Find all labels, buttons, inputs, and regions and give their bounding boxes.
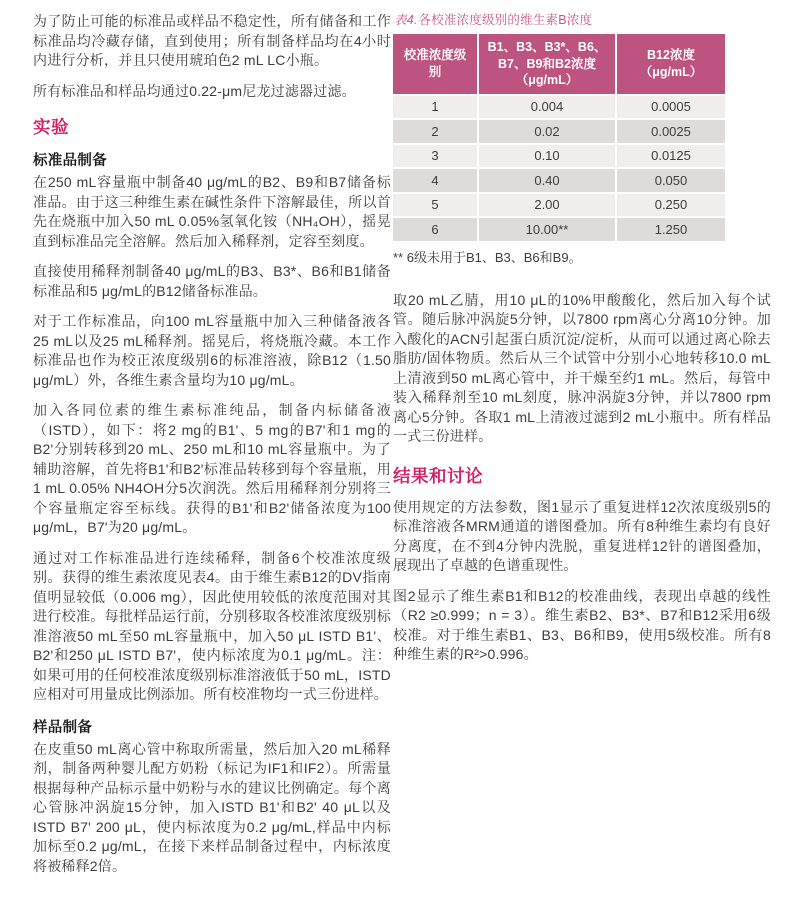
table-row [393, 120, 725, 143]
cell-level: 5 [393, 194, 477, 217]
table-caption-number: 表4. [394, 13, 418, 27]
cell-bvit-conc: 2.00 [479, 194, 615, 217]
paragraph-sample-preparation: 在皮重50 mL离心管中称取所需量，然后加入20 mL稀释剂，制备两种婴儿配方奶粉（标记为IF1和IF2）。所需量根据每种产品标示量中奶粉与水的建议比例确定。每个离心管脉冲涡旋15分钟，加入ISTD B1'和B2' 40 μL以及ISTD B7' 200 μL，使内标浓度为0.2 μg/mL,样品中内标加标至0.2 μg/mL，在接下来样品制备过程中，内标浓度将被稀释2倍。 [33, 740, 391, 874]
table-header-row [393, 34, 725, 94]
right-column [393, 4, 771, 676]
table-header-bvitamins-conc: B1、B3、B3*、B6、B7、B9和B2浓度（μg/mL） [479, 34, 615, 94]
table-row [393, 218, 725, 241]
cell-bvit-conc: 0.02 [479, 120, 615, 143]
cell-b12-conc: 0.0125 [617, 145, 725, 168]
table-row [393, 96, 725, 119]
calibration-table [391, 32, 727, 243]
cell-level: 3 [393, 145, 477, 168]
table-caption [394, 10, 771, 28]
paragraph-stock-standards: 在250 mL容量瓶中制备40 μg/mL的B2、B9和B7储备标准品。由于这三种维生素在碱性条件下溶解最佳，所以首先在烧瓶中加入50 mL 0.05%氢氧化铵（NH₄OH），摇晃直到标准品完全溶解。然后加入稀释剂，定容至刻度。 [33, 174, 391, 249]
table-row [393, 145, 725, 168]
cell-level: 4 [393, 169, 477, 192]
cell-bvit-conc: 0.40 [479, 169, 615, 192]
cell-bvit-conc: 0.10 [479, 145, 615, 168]
cell-level: 1 [393, 96, 477, 119]
cell-level: 2 [393, 120, 477, 143]
paragraph-mrm-overlay: 使用规定的方法参数，图1显示了重复进样12次浓度级别5的标准溶液各MRM通道的谱图叠加。所有8种维生素均有良好分离度，在不到4分钟内洗脱，重复进样12针的谱图叠加，展现出了卓越的色谱重现性。 [393, 498, 771, 574]
section-heading-experiment: 实验 [33, 117, 69, 137]
paragraph-filtration: 所有标准品和样品均通过0.22-μm尼龙过滤器过滤。 [33, 82, 356, 99]
cell-b12-conc: 0.0005 [617, 96, 725, 119]
section-heading-results: 结果和讨论 [393, 465, 483, 486]
left-column [33, 12, 391, 887]
subheading-standard-preparation: 标准品制备 [33, 153, 107, 169]
cell-b12-conc: 0.250 [617, 194, 725, 217]
cell-bvit-conc: 0.004 [479, 96, 615, 119]
table-row [393, 169, 725, 192]
table-header-level: 校准浓度级别 [393, 34, 477, 94]
table-header-b12-conc: B12浓度（μg/mL） [617, 34, 725, 94]
paragraph-working-standards: 对于工作标准品，向100 mL容量瓶中加入三种储备液各25 mL以及25 mL稀释剂。摇晃后，将烧瓶冷藏。本工作标准品也作为校正浓度级别6的标准溶液，除B12（1.50 μg/mL）外，各维生素含量均为10 μg/mL。 [33, 313, 391, 388]
table-footnote: ** 6级未用于B1、B3、B6和B9。 [393, 249, 582, 265]
paragraph-diluent-standards: 直接使用稀释剂制备40 μg/mL的B3、B3*、B6和B1储备标准品和5 μg/mL的B12储备标准品。 [33, 263, 391, 299]
cell-b12-conc: 1.250 [617, 218, 725, 241]
paragraph-istd-preparation: 加入各同位素的维生素标准纯品，制备内标储备液（ISTD），如下：将2 mg的B1'、5 mg的B7'和1 mg的B2'分别转移到20 mL、250 mL和10 mL容量瓶中。为了辅助溶解，首先将B1'和B2'标准品转移到每个容量瓶，用1 mL 0.05% NH4OH分5次润洗。然后用稀释剂分别将三个容量瓶定容至标线。获得的B1'和B2'储备浓度为100 μg/mL，B7'为20 μg/mL。 [33, 402, 391, 535]
paragraph-calibration-levels: 通过对工作标准品进行连续稀释，制备6个校准浓度级别。获得的维生素浓度见表4。由于维生素B12的DV指南值明显较低（0.006 mg），因此使用较低的浓度范围对其进行校准。每批样品运行前，分别移取各校准浓度级别标准溶液50 mL至50 mL容量瓶中，加入50 μL ISTD B1'、B2'和250 μL ISTD B7'，使内标浓度为0.1 μg/mL。注：如果可用的任何校准浓度级别标准溶液低于50 mL，ISTD应相对可用量成比例添加。所有校准物均一式三份进样。 [33, 549, 391, 702]
subheading-sample-preparation: 样品制备 [33, 719, 93, 736]
paragraph-acn-extraction: 取20 mL乙腈，用10 μL的10%甲酸酸化，然后加入每个试管。随后脉冲涡旋5分钟，以7800 rpm离心分离10分钟。加入酸化的ACN引起蛋白质沉淀/淀析，从而可以通过离心除去脂肪/固体物质。然后从三个试管中分别小心地转移10.0 mL上清液到50 mL离心管中，并干燥至约1 mL。然后，每管中装入稀释剂至10 mL刻度，脉冲涡旋3分钟，并以7800 rpm离心5分钟。各取1 mL上清液过滤到2 mL小瓶中。所有样品一式三份进样。 [393, 291, 771, 445]
cell-b12-conc: 0.050 [617, 169, 725, 192]
cell-b12-conc: 0.0025 [617, 120, 725, 143]
paragraph-stability: 为了防止可能的标准品或样品不稳定性，所有储备和工作标准品均冷藏存储，直到使用；所有制备样品均在4小时内进行分析，并且只使用琥珀色2 mL LC小瓶。 [33, 13, 391, 68]
table-row [393, 194, 725, 217]
paragraph-calibration-curves: 图2显示了维生素B1和B12的校准曲线，表现出卓越的线性（R2 ≥0.999；n = 3）。维生素B2、B3*、B7和B12采用6级校准。对于维生素B1、B3、B6和B9，使用5级校准。所有8种维生素的R²>0.996。 [393, 587, 771, 663]
cell-level: 6 [393, 218, 477, 241]
table-caption-text: 各校准浓度级别的维生素B浓度 [418, 13, 593, 27]
cell-bvit-conc: 10.00** [479, 218, 615, 241]
